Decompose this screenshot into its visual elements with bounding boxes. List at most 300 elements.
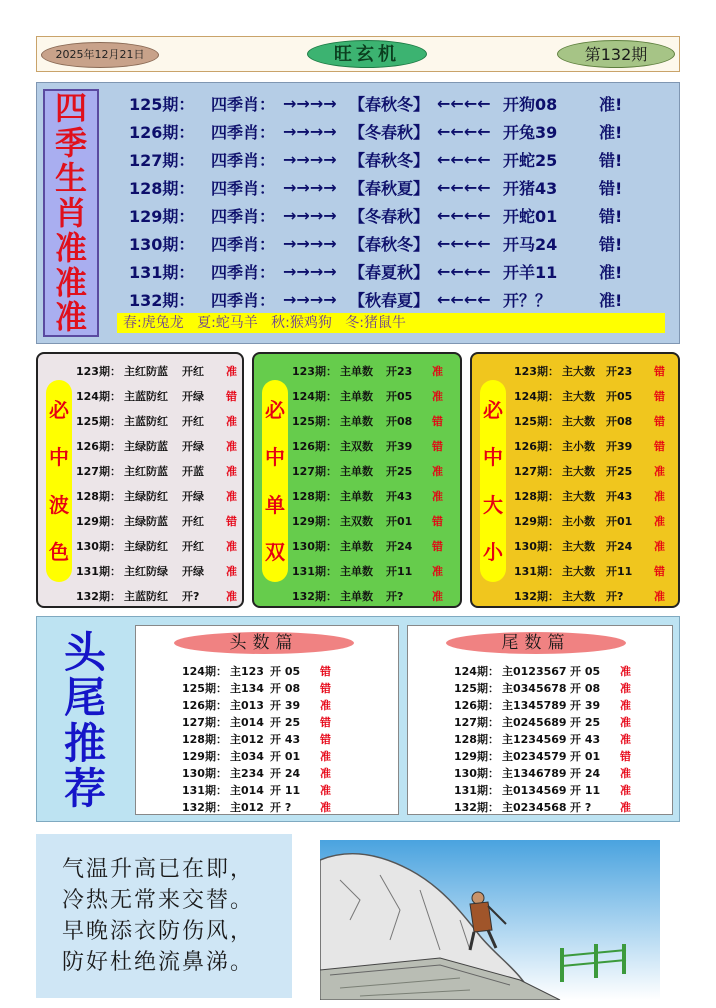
verdict-label: 错! (599, 234, 623, 254)
prediction-row (454, 764, 631, 781)
prediction-row (76, 458, 237, 483)
verdict-label: 错 (226, 514, 237, 528)
period-label: 129期： (454, 749, 499, 763)
draw-result: 开05 (606, 389, 633, 403)
prediction-row (514, 533, 665, 558)
pick-label: 主1345789 (502, 698, 567, 712)
period-label: 127期： (76, 464, 121, 478)
verdict-label: 错 (620, 749, 631, 763)
prediction-row (76, 533, 237, 558)
prediction-row (514, 583, 665, 608)
verdict-label: 准 (432, 464, 443, 478)
side-char: 生 (54, 159, 87, 198)
prediction-row (292, 408, 443, 433)
period-label: 130期： (454, 766, 499, 780)
verdict-label: 准 (432, 564, 443, 578)
pick-label: 主单数 (340, 489, 373, 503)
verdict-label: 准 (320, 800, 331, 814)
verdict-label: 准 (620, 715, 631, 729)
prediction-row (514, 483, 665, 508)
season-row (129, 89, 669, 117)
period-label: 130期： (514, 539, 559, 553)
prediction-row (292, 583, 443, 608)
side-char: 中 (483, 445, 503, 470)
four-seasons-section (36, 82, 680, 344)
arrow-left-icon: ←←←← (437, 233, 491, 253)
verdict-label: 错 (432, 514, 443, 528)
side-char: 尾 (63, 673, 106, 723)
period-label: 132期： (514, 589, 559, 603)
category-label: 四季肖： (211, 234, 276, 254)
draw-result: 开蛇25 (503, 150, 558, 170)
draw-result: 开 ? (570, 800, 592, 814)
period-label: 129期： (76, 514, 121, 528)
period-label: 131期： (129, 262, 195, 282)
arrow-left-icon: ←←←← (437, 205, 491, 225)
season-row (129, 173, 669, 201)
prediction-row (182, 713, 331, 730)
arrow-right-icon: →→→→ (283, 261, 337, 281)
prediction-row (292, 483, 443, 508)
side-char: 准 (54, 263, 87, 302)
verdict-label: 准 (226, 439, 237, 453)
draw-result: 开? (606, 589, 624, 603)
period-label: 132期： (129, 290, 195, 310)
arrow-left-icon: ←←←← (437, 93, 491, 113)
wave-color-side-title (46, 380, 72, 582)
pick-label: 主绿防蓝 (124, 439, 168, 453)
prediction-row (292, 383, 443, 408)
side-char: 季 (54, 124, 87, 163)
prediction-row (76, 558, 237, 583)
draw-result: 开？？ (503, 290, 552, 310)
verdict-label: 准! (599, 122, 623, 142)
category-label: 四季肖： (211, 150, 276, 170)
side-char: 双 (265, 540, 285, 565)
period-label: 129期： (292, 514, 337, 528)
prediction-row (454, 798, 631, 815)
draw-result: 开 08 (570, 681, 601, 695)
verdict-label: 准 (226, 589, 237, 603)
pick-label: 主大数 (562, 489, 595, 503)
pick-label: 主大数 (562, 564, 595, 578)
pick-label: 主大数 (562, 414, 595, 428)
season-pick: 【春秋冬】 (349, 150, 430, 170)
category-label: 四季肖： (211, 178, 276, 198)
period-label: 132期： (182, 800, 227, 814)
verdict-label: 准 (320, 783, 331, 797)
verdict-label: 错 (654, 389, 665, 403)
prediction-row (514, 408, 665, 433)
verdict-label: 错 (432, 414, 443, 428)
draw-result: 开 ? (270, 800, 292, 814)
period-label: 124期： (292, 389, 337, 403)
season-pick: 【春秋冬】 (349, 234, 430, 254)
draw-result: 开43 (386, 489, 413, 503)
prediction-row (76, 383, 237, 408)
pick-label: 主014 (230, 783, 264, 797)
verdict-label: 准! (599, 290, 623, 310)
pick-label: 主双数 (340, 439, 373, 453)
season-pick: 【春夏秋】 (349, 262, 430, 282)
period-label: 128期： (129, 178, 195, 198)
poem-line: 防好杜绝流鼻涕。 (62, 950, 255, 975)
head-number-list (182, 662, 331, 815)
draw-result: 开43 (606, 489, 633, 503)
period-label: 129期： (514, 514, 559, 528)
prediction-row (292, 533, 443, 558)
draw-result: 开 01 (570, 749, 601, 763)
side-char: 单 (265, 492, 285, 517)
verdict-label: 错 (226, 389, 237, 403)
draw-result: 开? (386, 589, 404, 603)
verdict-label: 错! (599, 206, 623, 226)
pick-label: 主大数 (562, 389, 595, 403)
prediction-row (182, 781, 331, 798)
big-small-list (514, 358, 665, 608)
verdict-label: 准 (432, 589, 443, 603)
side-char: 准 (54, 298, 87, 337)
side-char: 必 (49, 397, 69, 422)
draw-result: 开绿 (182, 439, 204, 453)
prediction-row (454, 730, 631, 747)
draw-result: 开绿 (182, 564, 204, 578)
prediction-row (454, 679, 631, 696)
period-label: 130期： (129, 234, 195, 254)
tail-number-panel (407, 625, 673, 815)
pick-label: 主单数 (340, 464, 373, 478)
verdict-label: 准 (620, 681, 631, 695)
arrow-right-icon: →→→→ (283, 205, 337, 225)
draw-result: 开 25 (270, 715, 301, 729)
verdict-label: 错 (432, 439, 443, 453)
issue-date: 2025年12月21日 (41, 42, 159, 68)
draw-result: 开25 (606, 464, 633, 478)
pick-label: 主小数 (562, 514, 595, 528)
period-label: 132期： (76, 589, 121, 603)
draw-result: 开红 (182, 414, 204, 428)
arrow-right-icon: →→→→ (283, 233, 337, 253)
period-label: 127期： (292, 464, 337, 478)
draw-result: 开11 (606, 564, 633, 578)
period-label: 126期： (182, 698, 227, 712)
draw-result: 开 08 (270, 681, 301, 695)
period-label: 130期： (76, 539, 121, 553)
season-row (129, 117, 669, 145)
odd-even-list (292, 358, 443, 608)
pick-label: 主绿防蓝 (124, 514, 168, 528)
tail-number-title: 尾数篇 (446, 632, 626, 654)
pick-label: 主小数 (562, 439, 595, 453)
verdict-label: 错 (654, 439, 665, 453)
draw-result: 开蓝 (182, 464, 204, 478)
season-pick: 【春秋冬】 (349, 94, 430, 114)
draw-result: 开? (182, 589, 200, 603)
season-row (129, 201, 669, 229)
prediction-row (182, 730, 331, 747)
side-char: 必 (265, 397, 285, 422)
draw-result: 开狗08 (503, 94, 558, 114)
prediction-row (182, 679, 331, 696)
verdict-label: 错 (320, 732, 331, 746)
draw-result: 开 39 (270, 698, 301, 712)
period-label: 132期： (454, 800, 499, 814)
verdict-label: 准 (620, 800, 631, 814)
arrow-right-icon: →→→→ (283, 149, 337, 169)
verdict-label: 准 (654, 514, 665, 528)
side-char: 色 (49, 540, 69, 565)
season-pick: 【春秋夏】 (349, 178, 430, 198)
prediction-row (292, 508, 443, 533)
pick-label: 主蓝防红 (124, 589, 168, 603)
category-label: 四季肖： (211, 262, 276, 282)
period-label: 125期： (182, 681, 227, 695)
category-label: 四季肖： (211, 122, 276, 142)
side-char: 四 (54, 89, 87, 128)
draw-result: 开红 (182, 514, 204, 528)
period-label: 127期： (129, 150, 195, 170)
pick-label: 主013 (230, 698, 264, 712)
header-bar (36, 36, 680, 72)
odd-even-box (252, 352, 462, 608)
period-label: 132期： (292, 589, 337, 603)
period-label: 124期： (514, 389, 559, 403)
prediction-row (292, 433, 443, 458)
period-label: 130期： (182, 766, 227, 780)
season-legend: 春:虎兔龙 夏:蛇马羊 秋:猴鸡狗 冬:猪鼠牛 (117, 313, 665, 333)
verdict-label: 错 (432, 539, 443, 553)
draw-result: 开08 (386, 414, 413, 428)
pick-label: 主大数 (562, 464, 595, 478)
prediction-row (76, 358, 237, 383)
pick-label: 主单数 (340, 364, 373, 378)
arrow-left-icon: ←←←← (437, 261, 491, 281)
pick-label: 主绿防红 (124, 539, 168, 553)
period-label: 123期： (514, 364, 559, 378)
period-label: 126期： (454, 698, 499, 712)
issue-number: 第132期 (557, 40, 675, 68)
big-small-side-title (480, 380, 506, 582)
period-label: 127期： (182, 715, 227, 729)
draw-result: 开 11 (270, 783, 301, 797)
side-char: 波 (49, 492, 69, 517)
side-char: 推 (63, 718, 106, 768)
period-label: 126期： (76, 439, 121, 453)
draw-result: 开羊11 (503, 262, 558, 282)
prediction-row (76, 408, 237, 433)
category-label: 四季肖： (211, 94, 276, 114)
season-row (129, 229, 669, 257)
head-tail-side-title (43, 628, 127, 813)
verdict-label: 准 (654, 539, 665, 553)
verdict-label: 准 (654, 464, 665, 478)
period-label: 128期： (76, 489, 121, 503)
period-label: 129期： (129, 206, 195, 226)
poem-line: 冷热无常来交替。 (62, 888, 255, 913)
period-label: 124期： (182, 664, 227, 678)
verdict-label: 准! (599, 94, 623, 114)
four-seasons-side-title (43, 89, 99, 337)
pick-label: 主单数 (340, 539, 373, 553)
verdict-label: 准 (226, 564, 237, 578)
side-char: 头 (63, 628, 106, 677)
prediction-row (76, 508, 237, 533)
draw-result: 开 05 (270, 664, 301, 678)
verdict-label: 准 (620, 766, 631, 780)
draw-result: 开01 (606, 514, 633, 528)
period-label: 128期： (292, 489, 337, 503)
period-label: 123期： (292, 364, 337, 378)
verdict-label: 错 (654, 364, 665, 378)
season-row (129, 145, 669, 173)
arrow-right-icon: →→→→ (283, 289, 337, 309)
prediction-row (514, 433, 665, 458)
period-label: 127期： (454, 715, 499, 729)
prediction-row (454, 662, 631, 679)
prediction-row (454, 781, 631, 798)
wave-color-box (36, 352, 244, 608)
season-row (129, 285, 669, 313)
verdict-label: 准 (226, 539, 237, 553)
pick-label: 主双数 (340, 514, 373, 528)
pick-label: 主蓝防红 (124, 414, 168, 428)
draw-result: 开23 (606, 364, 633, 378)
prediction-row (76, 483, 237, 508)
pick-label: 主123 (230, 664, 264, 678)
draw-result: 开马24 (503, 234, 558, 254)
draw-result: 开05 (386, 389, 413, 403)
draw-result: 开01 (386, 514, 413, 528)
prediction-row (454, 747, 631, 764)
pick-label: 主034 (230, 749, 264, 763)
pick-label: 主0345678 (502, 681, 567, 695)
pick-label: 主0123567 (502, 664, 567, 678)
period-label: 128期： (454, 732, 499, 746)
prediction-row (182, 764, 331, 781)
pick-label: 主单数 (340, 414, 373, 428)
period-label: 125期： (514, 414, 559, 428)
prediction-row (292, 458, 443, 483)
pick-label: 主蓝防红 (124, 389, 168, 403)
verdict-label: 准 (226, 464, 237, 478)
verdict-label: 准 (654, 589, 665, 603)
draw-result: 开11 (386, 564, 413, 578)
head-number-panel (135, 625, 399, 815)
verdict-label: 准 (320, 766, 331, 780)
verdict-label: 错! (599, 178, 623, 198)
pick-label: 主012 (230, 800, 264, 814)
draw-result: 开24 (606, 539, 633, 553)
verdict-label: 错 (654, 414, 665, 428)
side-char: 中 (49, 445, 69, 470)
draw-result: 开绿 (182, 389, 204, 403)
period-label: 125期： (129, 94, 195, 114)
pick-label: 主大数 (562, 539, 595, 553)
verdict-label: 准 (226, 414, 237, 428)
pick-label: 主单数 (340, 564, 373, 578)
season-row (129, 257, 669, 285)
verdict-label: 准 (620, 664, 631, 678)
period-label: 131期： (292, 564, 337, 578)
pick-label: 主0134569 (502, 783, 567, 797)
poem-line: 早晚添衣防伤风， (62, 919, 255, 944)
arrow-left-icon: ←←←← (437, 289, 491, 309)
draw-result: 开 01 (270, 749, 301, 763)
prediction-row (182, 696, 331, 713)
draw-result: 开39 (386, 439, 413, 453)
pick-label: 主012 (230, 732, 264, 746)
prediction-row (454, 713, 631, 730)
pick-label: 主红防绿 (124, 564, 168, 578)
period-label: 128期： (514, 489, 559, 503)
verdict-label: 准 (320, 749, 331, 763)
verdict-label: 准 (620, 783, 631, 797)
wave-color-list (76, 358, 237, 608)
big-small-box (470, 352, 680, 608)
period-label: 131期： (182, 783, 227, 797)
season-pick: 【冬春秋】 (349, 122, 430, 142)
pick-label: 主1234569 (502, 732, 567, 746)
period-label: 129期： (182, 749, 227, 763)
pick-label: 主0245689 (502, 715, 567, 729)
four-seasons-list (129, 89, 669, 313)
prediction-row (76, 583, 237, 608)
draw-result: 开39 (606, 439, 633, 453)
pick-label: 主0234579 (502, 749, 567, 763)
period-label: 127期： (514, 464, 559, 478)
period-label: 126期： (514, 439, 559, 453)
category-label: 四季肖： (211, 206, 276, 226)
side-char: 肖 (54, 193, 87, 232)
prediction-row (514, 358, 665, 383)
prediction-row (76, 433, 237, 458)
arrow-left-icon: ←←←← (437, 177, 491, 197)
verdict-label: 准 (226, 364, 237, 378)
period-label: 126期： (129, 122, 195, 142)
verdict-label: 准 (620, 698, 631, 712)
draw-result: 开 05 (570, 664, 601, 678)
draw-result: 开蛇01 (503, 206, 558, 226)
season-pick: 【冬春秋】 (349, 206, 430, 226)
page-title: 旺玄机 (307, 40, 427, 68)
prediction-row (514, 458, 665, 483)
pick-label: 主大数 (562, 589, 595, 603)
period-label: 124期： (76, 389, 121, 403)
pick-label: 主单数 (340, 389, 373, 403)
side-char: 必 (483, 397, 503, 422)
verdict-label: 错 (320, 715, 331, 729)
draw-result: 开 24 (270, 766, 301, 780)
arrow-right-icon: →→→→ (283, 121, 337, 141)
side-char: 荐 (63, 763, 106, 813)
prediction-row (292, 558, 443, 583)
draw-result: 开 24 (570, 766, 601, 780)
draw-result: 开红 (182, 539, 204, 553)
period-label: 123期： (76, 364, 121, 378)
pick-label: 主234 (230, 766, 264, 780)
pick-label: 主014 (230, 715, 264, 729)
draw-result: 开 43 (570, 732, 601, 746)
period-label: 130期： (292, 539, 337, 553)
pick-label: 主134 (230, 681, 264, 695)
season-pick: 【秋春夏】 (349, 290, 430, 310)
prediction-row (514, 558, 665, 583)
pick-label: 主1346789 (502, 766, 567, 780)
verdict-label: 准 (654, 489, 665, 503)
verdict-label: 准 (620, 732, 631, 746)
side-char: 大 (483, 492, 503, 517)
category-label: 四季肖： (211, 290, 276, 310)
